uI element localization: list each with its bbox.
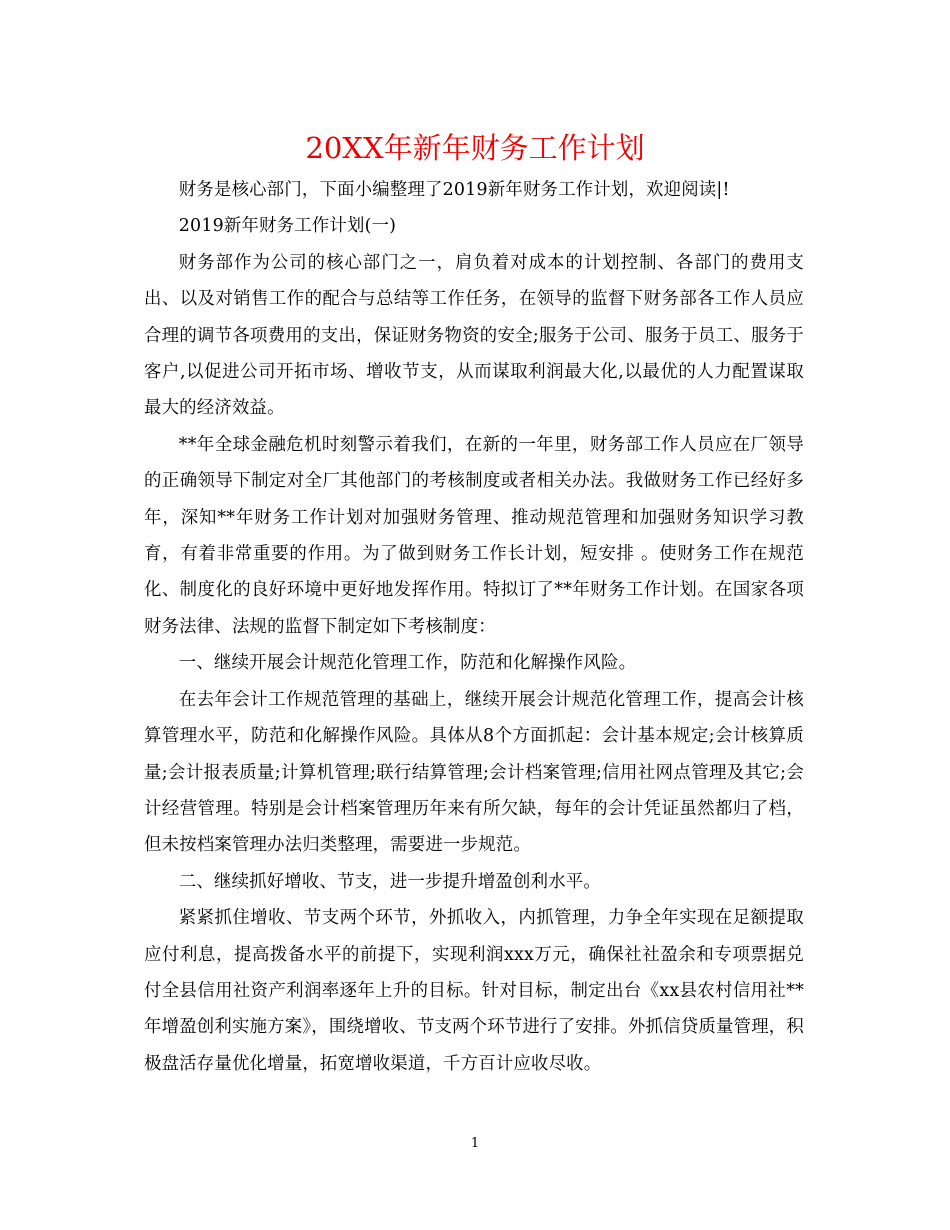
document-title: 20XX年新年财务工作计划 bbox=[305, 131, 645, 165]
paragraph-section-1: 在去年会计工作规范管理的基础上，继续开展会计规范化管理工作，提高会计核算管理水平，防范和化解操作风险。具体从8个方面抓起：会计基本规定;会计核算质量;会计报表质量;计算机管理;联行结算管理;会计档案管理;信用社网点管理及其它;会计经营管理。特别是会计档案管理历年来有所欠缺，每年的会计凭证虽然都归了档，但未按档案管理办法归类整理，需要进一步规范。 bbox=[144, 689, 804, 856]
paragraph-intro: 财务是核心部门，下面小编整理了2019新年财务工作计划，欢迎阅读|! bbox=[178, 180, 730, 200]
section-heading-1: 一、继续开展会计规范化管理工作，防范和化解操作风险。 bbox=[178, 653, 637, 674]
document-body bbox=[144, 172, 804, 1082]
paragraph-subtitle: 2019新年财务工作计划(一) bbox=[178, 216, 397, 237]
paragraph-finance-role: 财务部作为公司的核心部门之一，肩负着对成本的计划控制、各部门的费用支出、以及对销售工作的配合与总结等工作任务，在领导的监督下财务部各工作人员应合理的调节各项费用的支出，保证财务物资的安全;服务于公司、服务于员工、服务于客户,以促进公司开拓市场、增收节支，从而谋取利润最大化,以最优的人力配置谋取最大的经济效益。 bbox=[144, 252, 804, 419]
page-number: 1 bbox=[470, 1136, 480, 1151]
paragraph-section-2: 紧紧抓住增收、节支两个环节，外抓收入，内抓管理，力争全年实现在足额提取应付利息，提高拨备水平的前提下，实现利润xxx万元，确保社社盈余和专项票据兑付全县信用社资产利润率逐年上升的目标。针对目标，制定出台《xx县农村信用社**年增盈创利实施方案》，围绕增收、节支两个环节进行了安排。外抓信贷质量管理，积极盘活存量优化增量，拓宽增收渠道，千方百计应收尽收。 bbox=[144, 908, 804, 1074]
section-heading-2: 二、继续抓好增收、节支，进一步提升增盈创利水平。 bbox=[178, 871, 601, 892]
paragraph-crisis-warning: **年全球金融危机时刻警示着我们，在新的一年里，财务部工作人员应在厂领导的正确领导下制定对全厂其他部门的考核制度或者相关办法。我做财务工作已经好多年，深知**年财务工作计划对加强财务管理、推动规范管理和加强财务知识学习教育，有着非常重要的作用。为了做到财务工作长计划，短安排 。使财务工作在规范化、制度化的良好环境中更好地发挥作用。特拟订了**年财务工作计划。在国家各项财务法律、法规的监督下制定如下考核制度： bbox=[144, 434, 804, 637]
